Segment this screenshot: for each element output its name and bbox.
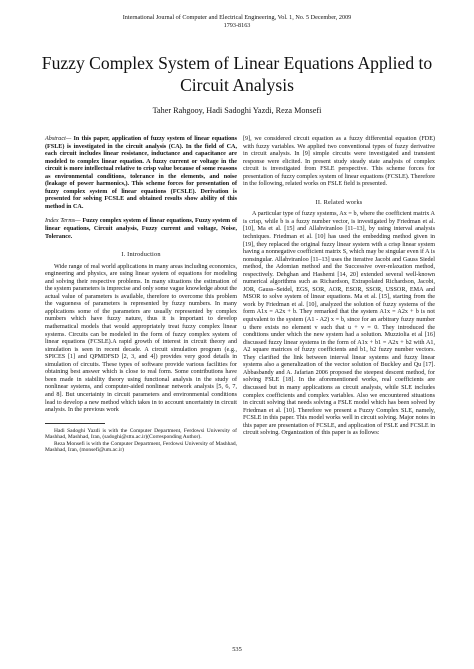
page-number: 535	[232, 646, 242, 653]
footnote-author-2: Reza Monsefi is with the Computer Department, Ferdowsi University of Mashhad, Mashhad, Iran, (monsefi@um.ac.ir)	[45, 440, 237, 454]
footnote-divider	[45, 423, 105, 424]
abstract-label: Abstract—	[45, 136, 72, 142]
journal-header	[0, 14, 474, 29]
introduction-paragraph: Wide range of real world applications in many areas including economics, engineering and physics, are using linear system of equations for modeling and solving their respective problems. In many situations the estimation of the system parameters is imprecise and only some vague knowledge about the actual value of parameters is available, therefore to overcome this problem the vagueness of parameters is represented by fuzzy numbers. In many applications some of the parameters are usually represented by complex numbers which have fuzzy nature, thus it is important to develop mathematical models that would appropriately treat fuzzy complex linear systems. Circuits can be modeled in the form of fuzzy complex system of linear equations (FCSLE).A rapid growth of interest in circuit theory and simulation is seen in recent decade. A circuit simulation program (e.g., SPICES [1] and QPMDFSD [2, 3, and 4]) provides very good details in simulation of circuits. These types of software provide various facilities for obtaining best answer which is close to real form. Some contributions have been made in stability theory using functional analysis in the study of nonlinear systems, and computer-aided nonlinear network analysis [5, 6, 7, and 8]. But uncertainty in circuit parameters and environmental conditions lead to develop a new method which takes in to account uncertainty in circuit analysis. In the previous work	[45, 263, 237, 414]
paper-title: Fuzzy Complex System of Linear Equations Applied to Circuit Analysis	[41, 53, 433, 95]
abstract	[45, 136, 237, 211]
journal-issn: 1793-8163	[223, 21, 251, 29]
abstract-text: In this paper, application of fuzzy system of linear equations (FSLE) is investigated in the circuit analysis (CA). In the field of CA, each circuit includes linear resistance, inductance and capacitance are modeled to complex linear equation. A fuzzy current or voltage in the circuit is more intellectual relative to crisp value because of some reasons as environmental conditions, tolerance in the elements, and noise (leakage of power harmonics,). This scheme forces for presentation of fuzzy complex system of linear equations (FCSLE). Derivation is presented for solving FCSLE and obtained results show ability of this method in CA.	[45, 136, 237, 210]
related-works-paragraph: A particular type of fuzzy systems, Ax = b, where the coefficient matrix A is crisp, while b is a fuzzy number vector, is investigated by Friedman et al. [10], Ma et al. [15] and Allahviranloo [11–13], by using interval analysis techniques. Friedman et al. [10] has used the embedding method given in [19], they replaced the original fuzzy linear system with a crisp linear system having a nonnegative coefficient matrix S, which may be singular even if A is nonsingular. Allahviranloo [11–13] uses the iterative Jacobi and Gauss Siedel method, the Adomian method and the Successive over-relaxation method, respectively. Dehghan and Hashemi [14, 20] extended several well-known numerical algorithms such as Richardson, Extrapolated Richardson, Jacobi, JOR, Gauss–Seidel, EGS, SOR, AOR, ESOR, SSOR, USSOR, EMA and MSOR to solve system of linear equations. Ma et al. [15], starting from the work by Friedman et al. [10], analyzed the solution of fuzzy systems of the form A1x = A2x + b. They remarked that the system A1x = A2x + b is not equivalent to the system (A1 - A2) x = b, since for an arbitrary fuzzy number u there exists no element v such that u + v = 0. They introduced the conditions under which the new system had a solution. Muzziolia et al [16] discussed fuzzy linear systems in the form of A1x + b1 = A2x + b2 with A1, A2 square matrices of fuzzy coefficients and b1, b2 fuzzy number vectors. They clarified the link between interval linear systems and fuzzy linear systems also a generalization of the vector solution of Buckley and Qu [17]. Abbasbandy and A. Jafarian 2006 proposed the steepest descent method, for solving FSLE [18]. In the aforementioned works, real coefficients are discussed but in many applications as circuit analysis, while SLE includes complex coefficients and complex variables. Also we encountered situations in circuit solving that needs solving a FSLE model which has been solved by Friedman et al. [10]. Therefore we present a Fuzzy Complex SLE, namely, FCSLE in this paper. This model works well in circuit solving. Major notes in this paper are presentation of FCSLE, and application of FSLE and FCSLE in circuit solving. Organization of this paper is as follows:	[243, 211, 435, 437]
footnote-author-1: Hadi Sadoghi Yazdi is with the Computer Department, Ferdowsi University of Mashhad, Mashhad, Iran, (sadoghi@sttu.ac.ir)(Corresponding Author).	[45, 427, 237, 441]
index-terms-label: Index Terms—	[45, 218, 81, 225]
index-terms-text: Fuzzy complex system of linear equations, Fuzzy system of linear equations, Circuit analysis, Fuzzy current and voltage, Noise, Tolerance.	[45, 218, 237, 240]
left-column	[45, 136, 237, 454]
intro-continuation-paragraph: [9], we considered circuit equation as a fuzzy differential equation (FDE) with fuzzy variables. We applied two conventional types of fuzzy derivative in circuit analysis. In [9] simple circuits were investigated and transient response were elicited. In present study steady state analysis of complex circuit is investigated from FSLE perspective. This scheme forces for presentation of fuzzy complex system of linear equations (FCSLE). Therefore in the following, related works on FSLE field is presented.	[243, 136, 435, 188]
paper-authors: Taher Rahgooy, Hadi Sadoghi Yazdi, Reza Monsefi	[152, 106, 322, 115]
right-column	[243, 136, 435, 438]
section-heading-introduction: I. Introduction	[121, 251, 161, 259]
index-terms	[45, 218, 237, 241]
journal-citation: International Journal of Computer and Electrical Engineering, Vol. 1, No. 5 December, 2009	[122, 14, 352, 21]
section-heading-related-works: II. Related works	[315, 198, 363, 206]
